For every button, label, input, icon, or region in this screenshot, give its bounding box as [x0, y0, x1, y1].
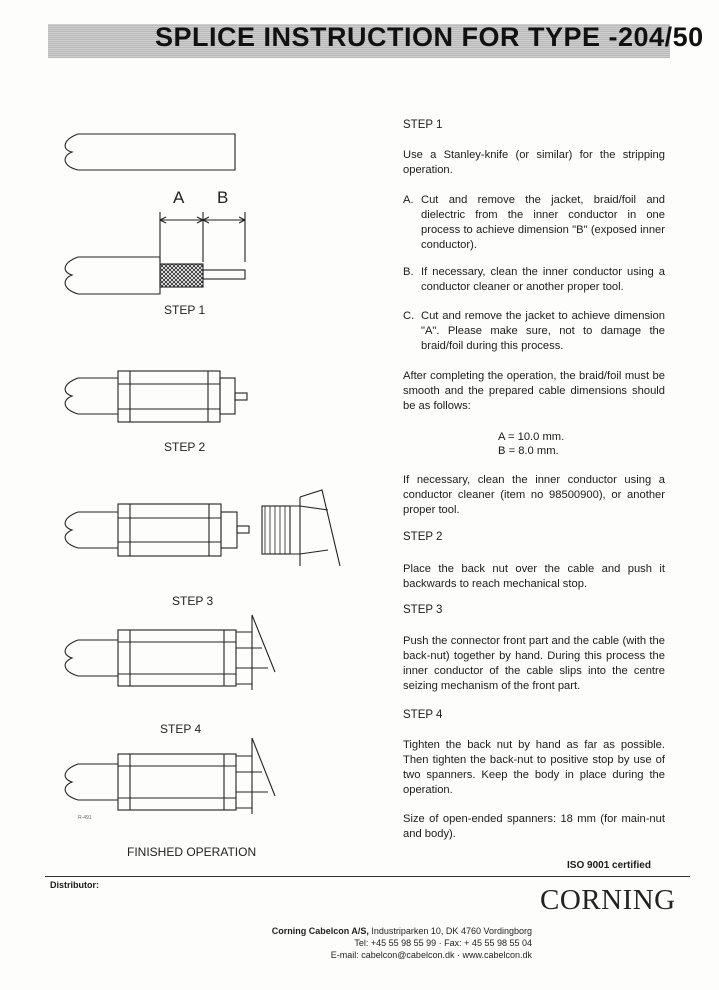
step1-item-c: [403, 309, 665, 354]
figure-step2-label: STEP 2: [164, 440, 206, 454]
step1-heading: STEP 1: [403, 119, 443, 131]
distributor-label: Distributor:: [50, 880, 99, 890]
street-address: Industriparken 10, DK 4760 Vordingborg: [371, 926, 532, 936]
figure-step3-label: STEP 3: [172, 594, 214, 608]
item-text: If necessary, clean the inner conductor using a conductor cleaner or another proper tool.: [421, 266, 665, 293]
step1-item-a: [403, 193, 665, 253]
brand-logo: CORNING: [540, 884, 676, 916]
step3-drawing: [65, 490, 340, 566]
item-text: Cut and remove the jacket, braid/foil and dielectric from the inner conductor in one process to achieve dimension "B" (exposed inner conductor).: [421, 194, 665, 251]
clean-conductor-text: If necessary, clean the inner conductor using a conductor cleaner (item no 98500900), or another proper tool.: [403, 474, 665, 516]
step4-heading: STEP 4: [403, 709, 443, 721]
step1-intro: Use a Stanley-knife (or similar) for the stripping operation.: [403, 149, 665, 176]
dimension-lines: [160, 212, 245, 262]
email-web: E-mail: cabelcon@cabelcon.dk · www.cabelcon.dk: [330, 950, 532, 960]
drawing-reference: R-491: [78, 815, 92, 821]
figure-step4-label: STEP 4: [160, 722, 202, 736]
step3-heading: STEP 3: [403, 604, 443, 616]
step2-text: Place the back nut over the cable and push it backwards to reach mechanical stop.: [403, 563, 665, 590]
dimension-a-label: A: [173, 188, 185, 207]
step3-text: Push the connector front part and the cable (with the back-nut) together by hand. During this process the inner conductor of the cable slips into the centre seizing mechanism of the front part.: [403, 635, 665, 692]
company-name: Corning Cabelcon A/S,: [271, 926, 369, 936]
step2-drawing: [65, 371, 247, 422]
dimension-b-value: B = 8.0 mm.: [498, 445, 559, 457]
spanner-size-text: Size of open-ended spanners: 18 mm (for main-nut and body).: [403, 813, 665, 840]
stripped-cable-drawing: [65, 257, 245, 294]
item-label: C.: [403, 310, 415, 322]
cable-drawing: [65, 134, 235, 170]
company-address: [272, 925, 532, 961]
dimension-b-label: B: [217, 188, 229, 207]
step4-drawing: [65, 615, 275, 690]
footer-divider: [45, 876, 690, 877]
after-completion-text: After completing the operation, the braid/foil must be smooth and the prepared cable dimensions should be as follows:: [403, 370, 665, 412]
dimension-a-value: A = 10.0 mm.: [498, 431, 565, 443]
step1-item-b: [403, 265, 665, 295]
item-text: Cut and remove the jacket to achieve dimension "A". Please make sure, not to damage the braid/foil during this process.: [421, 310, 665, 352]
page-title: SPLICE INSTRUCTION FOR TYPE -204/50: [155, 22, 704, 52]
figure-finished-label: FINISHED OPERATION: [127, 845, 257, 859]
item-label: A.: [403, 194, 414, 206]
item-label: B.: [403, 266, 414, 278]
iso-certification: ISO 9001 certified: [567, 860, 651, 871]
phone-fax: Tel: +45 55 98 55 99 · Fax: + 45 55 98 55 04: [354, 938, 532, 948]
step2-heading: STEP 2: [403, 531, 443, 543]
company-line: [272, 925, 532, 937]
figure-step1-label: STEP 1: [164, 303, 206, 317]
finished-drawing: [65, 738, 275, 814]
step4-text: Tighten the back nut by hand as far as possible. Then tighten the back-nut to positive stop by use of two spanners. Keep the body in place during the operation.: [403, 739, 665, 796]
